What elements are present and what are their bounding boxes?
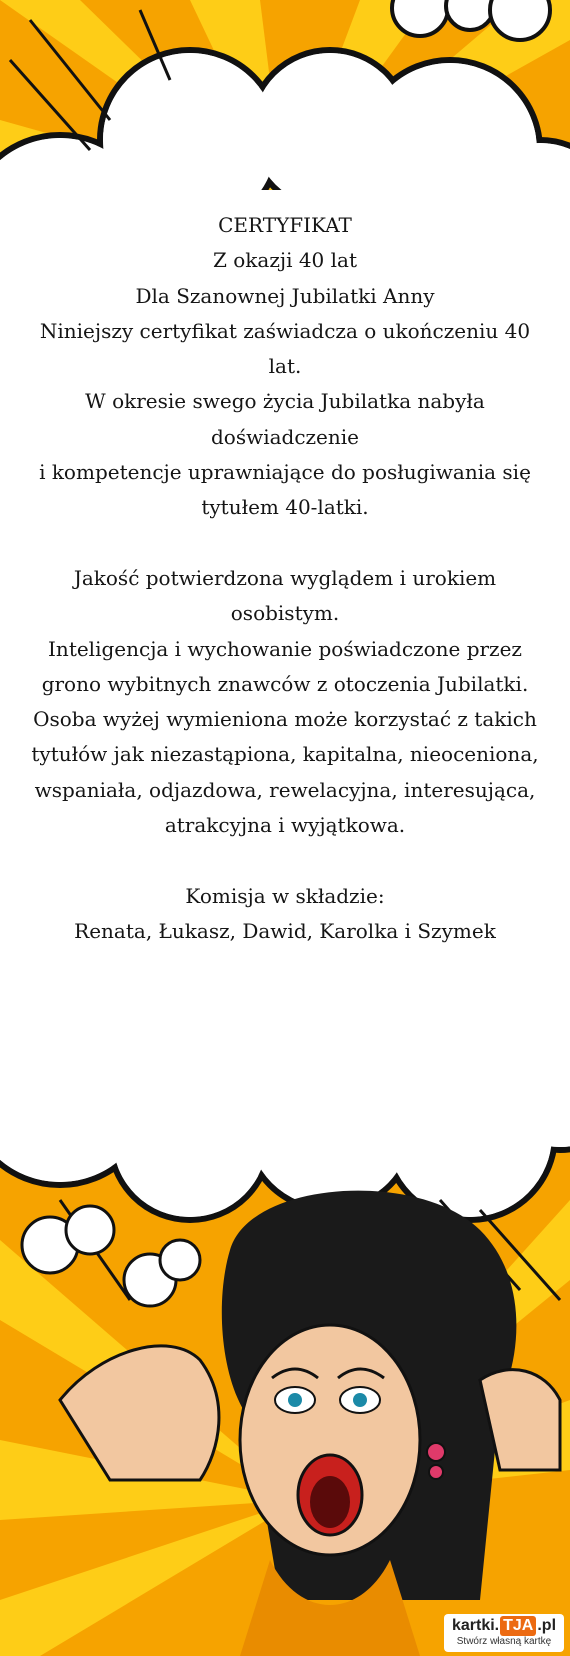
certificate-text [28,208,542,949]
certificate-body-line: atrakcyjna i wyjątkowa. [164,813,406,838]
certificate-body-line: Jakość potwierdzona wyglądem i urokiem osobistym. [73,565,497,626]
committee-heading: Komisja w składzie: [185,883,385,908]
occasion-line: Z okazji 40 lat [213,248,357,273]
certificate-body-line: W okresie swego życia Jubilatka nabyła doświadczenie [85,389,485,449]
logo-brand-tag: TJA [500,1616,536,1636]
logo-wordmark [444,1616,564,1636]
certificate-body-line: Niniejszy certyfikat zaświadcza o ukończeniu 40 lat. [39,318,531,379]
dedication-line: Dla Szanownej Jubilatki Anny [135,283,435,308]
certificate-title: CERTYFIKAT [218,213,352,237]
certificate-body-line: Osoba wyżej wymieniona może korzystać z takich tytułów jak niezastąpiona, kapitalna, nieoceniona, wspaniała, odjazdowa, rewelacyjna, interesująca, [31,707,539,802]
certificate-body-line: Inteligencja i wychowanie poświadczone przez grono wybitnych znawców z otoczenia Jubilatki. [41,636,529,696]
committee-members: Renata, Łukasz, Dawid, Karolka i Szymek [74,918,496,943]
logo-slogan: Stwórz własną kartkę [456,1636,552,1647]
logo-brand-suffix: .pl [537,1617,557,1634]
kartki-logo[interactable] [444,1614,564,1652]
logo-brand-prefix: kartki. [451,1617,500,1634]
certificate-body-line: i kompetencje uprawniające do posługiwania się tytułem 40-latki. [39,460,531,520]
